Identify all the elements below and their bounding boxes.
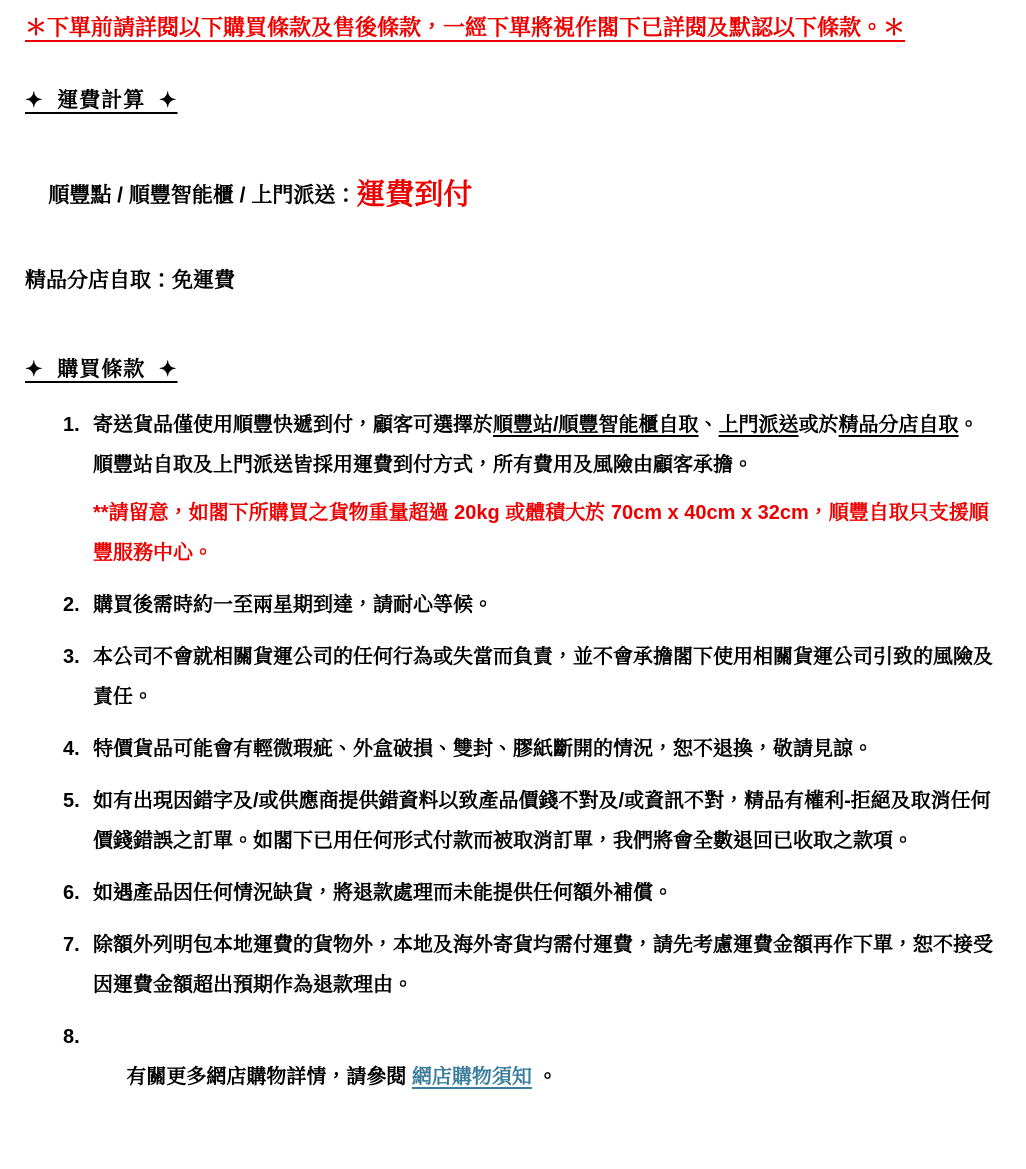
- term-item-3-text: 本公司不會就相關貨運公司的任何行為或失當而負責，並不會承擔閣下使用相關貨運公司引致的風險及責任。: [93, 646, 993, 708]
- term-item-3: [25, 637, 996, 717]
- term-item-8-text: 有關更多網店購物詳情，請參閱: [126, 1066, 412, 1088]
- pre-order-notice: ＊下單前請詳閱以下購買條款及售後條款，一經下單將視作閣下已詳閱及默認以下條款。＊: [25, 15, 906, 40]
- store-pickup-line: 精品分店自取：免運費: [25, 269, 235, 292]
- freight-collect-value: 運費到付: [356, 179, 473, 211]
- term-item-7-text: 除額外列明包本地運費的貨物外，本地及海外寄貨均需付運費，請先考慮運費金額再作下單，恕不接受因運費金額超出預期作為退款理由。: [93, 934, 993, 996]
- term-item-4: [25, 729, 996, 769]
- term-1-seg: 。順豐站自取及上門派送皆採用運費到付方式，所有費用及風險由顧客承擔。: [93, 414, 979, 476]
- term-item-6-text: 如遇產品因任何情況缺貨，將退款處理而未能提供任何額外補償。: [93, 882, 673, 904]
- term-item-8-period: 。: [531, 1066, 558, 1088]
- shipping-methods-line: [25, 138, 996, 253]
- terms-list: [25, 405, 996, 1137]
- term-1-underlined-storepickup: 精品分店自取: [838, 414, 959, 436]
- term-item-5: [25, 781, 996, 861]
- term-1-seg: 寄送貨品僅使用順豐快遞到付，顧客可選擇於: [93, 414, 493, 436]
- shipping-section-title: ✦ 運費計算 ✦: [25, 89, 178, 112]
- terms-section-header: [25, 357, 996, 383]
- shop-guide-link[interactable]: 網店購物須知: [411, 1066, 532, 1088]
- term-item-7: [25, 925, 996, 1005]
- term-1-seg: 、: [698, 414, 719, 436]
- term-item-1-text: [93, 405, 996, 485]
- shipping-section-header: [25, 88, 996, 114]
- term-item-1: [25, 405, 996, 573]
- terms-section-title: ✦ 購買條款 ✦: [25, 358, 178, 381]
- term-item-6: [25, 873, 996, 913]
- term-1-underlined-sfstation: 順豐站/順豐智能櫃自取: [493, 414, 699, 436]
- term-item-2: [25, 585, 996, 625]
- term-1-underlined-delivery: 上門派送: [718, 414, 799, 436]
- term-item-2-text: 購買後需時約一至兩星期到達，請耐心等候。: [93, 594, 493, 616]
- term-item-5-text: 如有出現因錯字及/或供應商提供錯資料以致產品價錢不對及/或資訊不對，精品有權利-拒絕及取消任何價錢錯誤之訂單。如閣下已用任何形式付款而被取消訂單，我們將會全數退回已收取之款項。: [93, 790, 991, 852]
- term-1-seg: 或於: [798, 414, 839, 436]
- term-item-4-text: 特價貨品可能會有輕微瑕疵、外盒破損、雙封、膠紙斷開的情況，恕不退換，敬請見諒。: [93, 738, 873, 760]
- shipping-methods-label: 順豐點 / 順豐智能櫃 / 上門派送：: [48, 184, 357, 207]
- term-item-8: [25, 1017, 996, 1137]
- oversize-warning-note: **請留意，如閣下所購買之貨物重量超過 20kg 或體積大於 70cm x 40cm x 32cm，順豐自取只支援順豐服務中心。: [93, 502, 989, 564]
